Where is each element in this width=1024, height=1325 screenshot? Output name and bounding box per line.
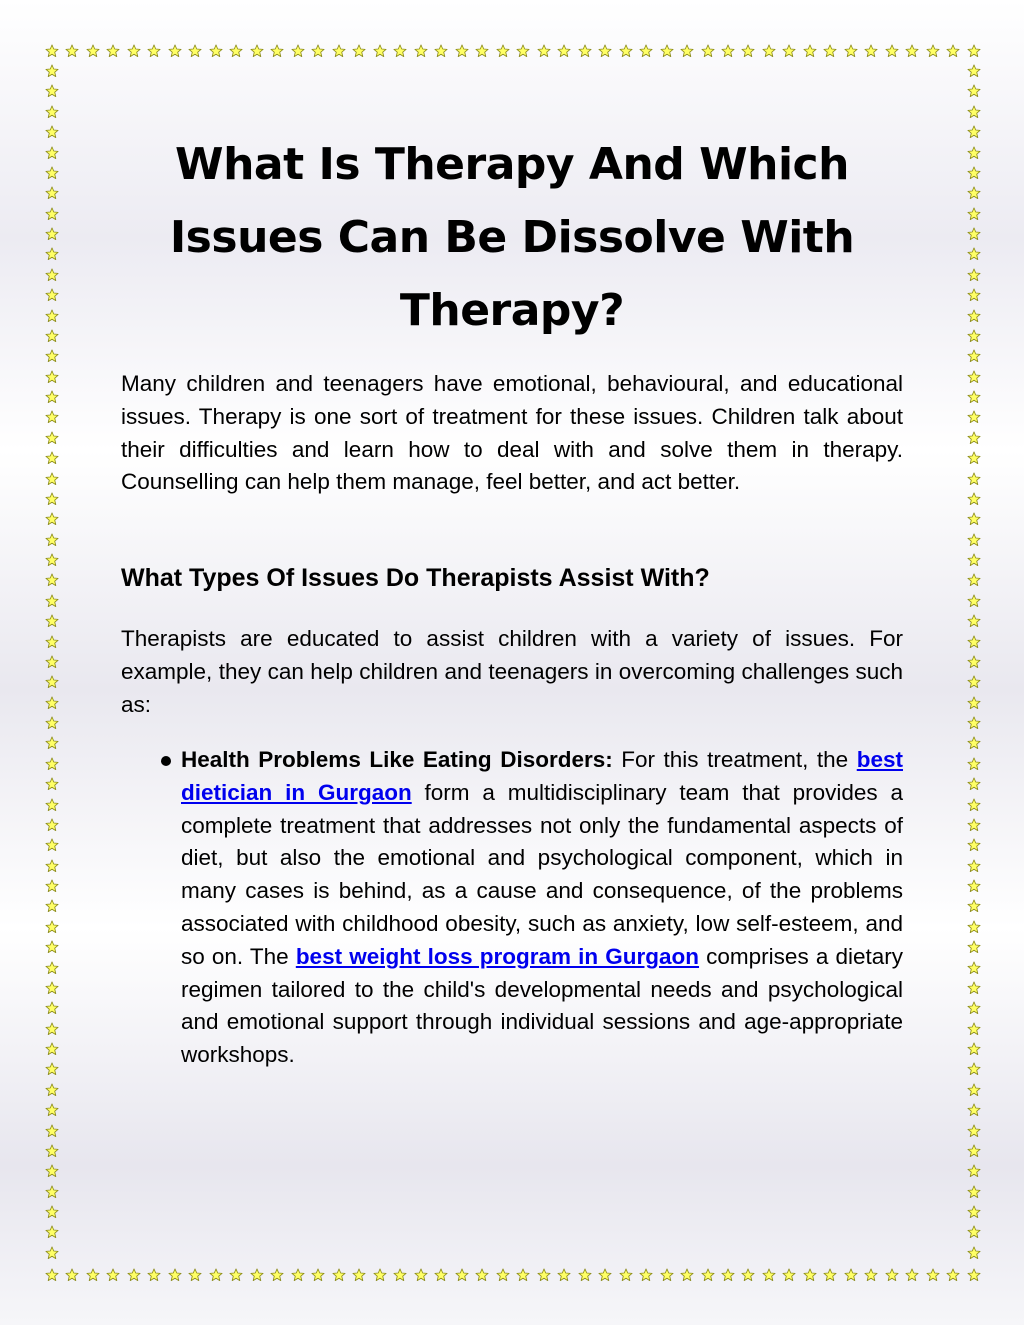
star-icon [209,1268,223,1282]
star-icon [45,1246,59,1260]
star-icon [45,410,59,424]
star-icon [516,1268,530,1282]
star-icon [967,777,981,791]
star-icon [721,44,735,58]
star-icon [967,64,981,78]
bullet-heading: Health Problems Like Eating Disorders: [181,747,613,772]
star-icon [537,1268,551,1282]
star-border-left [45,64,59,1260]
bullet-text: For this treatment, the [612,747,857,772]
star-icon [967,1268,981,1282]
page-title: What Is Therapy And Which Issues Can Be Dissolve With Therapy? [169,139,855,336]
star-icon [967,818,981,832]
star-icon [598,44,612,58]
dietician-link[interactable]: best dietician in Gurgaon [181,747,903,805]
star-icon [557,44,571,58]
star-icon [45,533,59,547]
star-icon [598,1268,612,1282]
star-icon [434,44,448,58]
star-icon [864,1268,878,1282]
star-icon [660,1268,674,1282]
star-icon [291,44,305,58]
star-icon [967,1083,981,1097]
star-icon [844,1268,858,1282]
star-icon [967,920,981,934]
star-icon [45,207,59,221]
star-icon [250,1268,264,1282]
star-icon [967,716,981,730]
star-icon [967,186,981,200]
star-icon [352,44,366,58]
star-icon [905,1268,919,1282]
star-icon [65,1268,79,1282]
star-icon [701,1268,715,1282]
star-icon [823,44,837,58]
star-icon [762,44,776,58]
star-icon [45,370,59,384]
star-icon [967,410,981,424]
star-icon [967,961,981,975]
star-icon [45,736,59,750]
star-icon [803,44,817,58]
star-icon [782,1268,796,1282]
star-icon [45,594,59,608]
bullet-icon [161,756,171,766]
star-icon [967,370,981,384]
star-icon [967,1001,981,1015]
star-icon [680,1268,694,1282]
star-icon [516,44,530,58]
star-icon [45,227,59,241]
star-icon [967,553,981,567]
star-icon [721,1268,735,1282]
star-icon [967,1124,981,1138]
section-paragraph: Therapists are educated to assist children with a variety of issues. For example, they can help children and teenagers in overcoming challenges such as: [121,626,903,717]
star-icon [393,44,407,58]
star-icon [967,859,981,873]
star-icon [475,44,489,58]
star-icon [45,431,59,445]
star-icon [45,390,59,404]
star-icon [45,1225,59,1239]
star-icon [250,44,264,58]
star-icon [45,268,59,282]
star-icon [967,309,981,323]
star-icon [45,553,59,567]
star-icon [537,44,551,58]
star-icon [229,44,243,58]
star-icon [45,1103,59,1117]
star-icon [967,655,981,669]
star-icon [45,1205,59,1219]
star-icon [967,573,981,587]
star-icon [45,798,59,812]
star-icon [946,44,960,58]
star-icon [414,44,428,58]
star-icon [270,44,284,58]
star-icon [967,288,981,302]
star-icon [45,818,59,832]
star-icon [209,44,223,58]
star-icon [967,1042,981,1056]
star-icon [147,44,161,58]
star-icon [45,329,59,343]
star-icon [168,1268,182,1282]
star-icon [967,105,981,119]
star-icon [967,899,981,913]
star-icon [106,1268,120,1282]
star-icon [967,125,981,139]
star-icon [967,940,981,954]
star-icon [311,1268,325,1282]
star-icon [393,1268,407,1282]
star-icon [496,1268,510,1282]
star-icon [967,533,981,547]
star-icon [967,838,981,852]
star-icon [414,1268,428,1282]
star-icon [168,44,182,58]
star-icon [45,675,59,689]
star-icon [926,1268,940,1282]
star-icon [967,1185,981,1199]
star-icon [106,44,120,58]
star-icon [352,1268,366,1282]
star-icon [967,1062,981,1076]
star-icon [496,44,510,58]
star-icon [885,1268,899,1282]
star-icon [967,329,981,343]
star-icon [926,44,940,58]
star-icon [45,1022,59,1036]
star-icon [844,44,858,58]
star-icon [967,166,981,180]
star-icon [45,981,59,995]
star-icon [45,288,59,302]
star-icon [967,84,981,98]
star-icon [475,1268,489,1282]
star-icon [578,44,592,58]
star-icon [967,227,981,241]
star-icon [373,44,387,58]
weight-loss-program-link[interactable]: best weight loss program in Gurgaon [295,943,700,969]
star-icon [803,1268,817,1282]
star-icon [639,1268,653,1282]
bullet-item [181,744,903,1072]
star-icon [905,44,919,58]
star-icon [45,757,59,771]
star-icon [45,1268,59,1282]
star-icon [455,44,469,58]
star-icon [967,757,981,771]
star-icon [967,268,981,282]
star-icon [45,44,59,58]
star-icon [967,492,981,506]
star-icon [967,981,981,995]
star-icon [946,1268,960,1282]
star-icon [434,1268,448,1282]
star-icon [45,166,59,180]
bullet-text: form a multidisciplinary team that provides a complete treatment that addresses not only the fundamental aspects of diet, but also the emotional and psychological component, which in many cases is behind, as a cause and consequence, of the problems associated with childhood obesity, such as anxiety, low self-esteem, and so on. The [181,779,903,969]
star-icon [967,431,981,445]
star-icon [45,920,59,934]
star-icon [660,44,674,58]
star-icon [45,451,59,465]
star-icon [332,44,346,58]
star-icon [680,44,694,58]
star-icon [701,44,715,58]
star-icon [967,512,981,526]
star-icon [86,44,100,58]
star-icon [45,247,59,261]
star-icon [967,472,981,486]
star-icon [967,207,981,221]
star-icon [967,798,981,812]
star-icon [45,105,59,119]
star-icon [332,1268,346,1282]
star-icon [127,1268,141,1282]
star-icon [619,44,633,58]
star-icon [967,247,981,261]
star-icon [762,1268,776,1282]
star-icon [188,44,202,58]
star-icon [45,614,59,628]
star-icon [741,44,755,58]
star-icon [45,492,59,506]
star-icon [45,125,59,139]
star-icon [45,777,59,791]
star-icon [45,696,59,710]
star-icon [45,1144,59,1158]
star-icon [967,879,981,893]
star-icon [188,1268,202,1282]
star-icon [967,1246,981,1260]
star-icon [967,1022,981,1036]
star-icon [45,1062,59,1076]
star-icon [967,1205,981,1219]
star-icon [270,1268,284,1282]
star-icon [45,309,59,323]
star-icon [967,594,981,608]
star-icon [967,390,981,404]
star-icon [967,146,981,160]
star-icon [782,44,796,58]
intro-paragraph: Many children and teenagers have emotional, behavioural, and educational issues. Therapy is one sort of treatment for these issues. Children talk about their difficulties and learn how to deal with and solve them in therapy. Counselling can help them manage, feel better, and act better. [121,371,903,495]
star-icon [45,716,59,730]
star-icon [86,1268,100,1282]
star-icon [967,1144,981,1158]
star-icon [455,1268,469,1282]
star-icon [147,1268,161,1282]
star-icon [45,349,59,363]
star-icon [45,635,59,649]
star-icon [967,675,981,689]
star-border-bottom [45,1268,981,1282]
star-icon [45,899,59,913]
star-icon [45,879,59,893]
star-icon [967,736,981,750]
star-icon [291,1268,305,1282]
star-icon [45,64,59,78]
star-icon [45,940,59,954]
star-icon [967,614,981,628]
star-icon [967,44,981,58]
section-heading: What Types Of Issues Do Therapists Assist With? [121,564,710,592]
bullet-text: comprises a dietary regimen tailored to the child's developmental needs and psychological and emotional support through individual sessions and age-appropriate workshops. [181,943,904,1068]
star-icon [45,512,59,526]
star-icon [967,1225,981,1239]
star-icon [45,1164,59,1178]
star-icon [45,573,59,587]
star-icon [45,1124,59,1138]
star-icon [741,1268,755,1282]
star-icon [45,146,59,160]
star-icon [45,472,59,486]
star-icon [967,1103,981,1117]
star-icon [45,838,59,852]
star-icon [45,961,59,975]
star-icon [229,1268,243,1282]
star-icon [45,1185,59,1199]
star-icon [373,1268,387,1282]
star-icon [864,44,878,58]
star-icon [967,1164,981,1178]
star-icon [823,1268,837,1282]
star-icon [45,84,59,98]
star-icon [578,1268,592,1282]
star-icon [885,44,899,58]
star-icon [45,1001,59,1015]
star-icon [311,44,325,58]
star-icon [967,451,981,465]
star-border-top [45,44,981,58]
star-icon [639,44,653,58]
star-icon [127,44,141,58]
star-icon [557,1268,571,1282]
star-icon [967,696,981,710]
star-icon [967,349,981,363]
star-icon [65,44,79,58]
star-border-right [967,64,981,1260]
star-icon [967,635,981,649]
star-icon [45,1042,59,1056]
star-icon [619,1268,633,1282]
star-icon [45,186,59,200]
star-icon [45,1083,59,1097]
star-icon [45,859,59,873]
star-icon [45,655,59,669]
